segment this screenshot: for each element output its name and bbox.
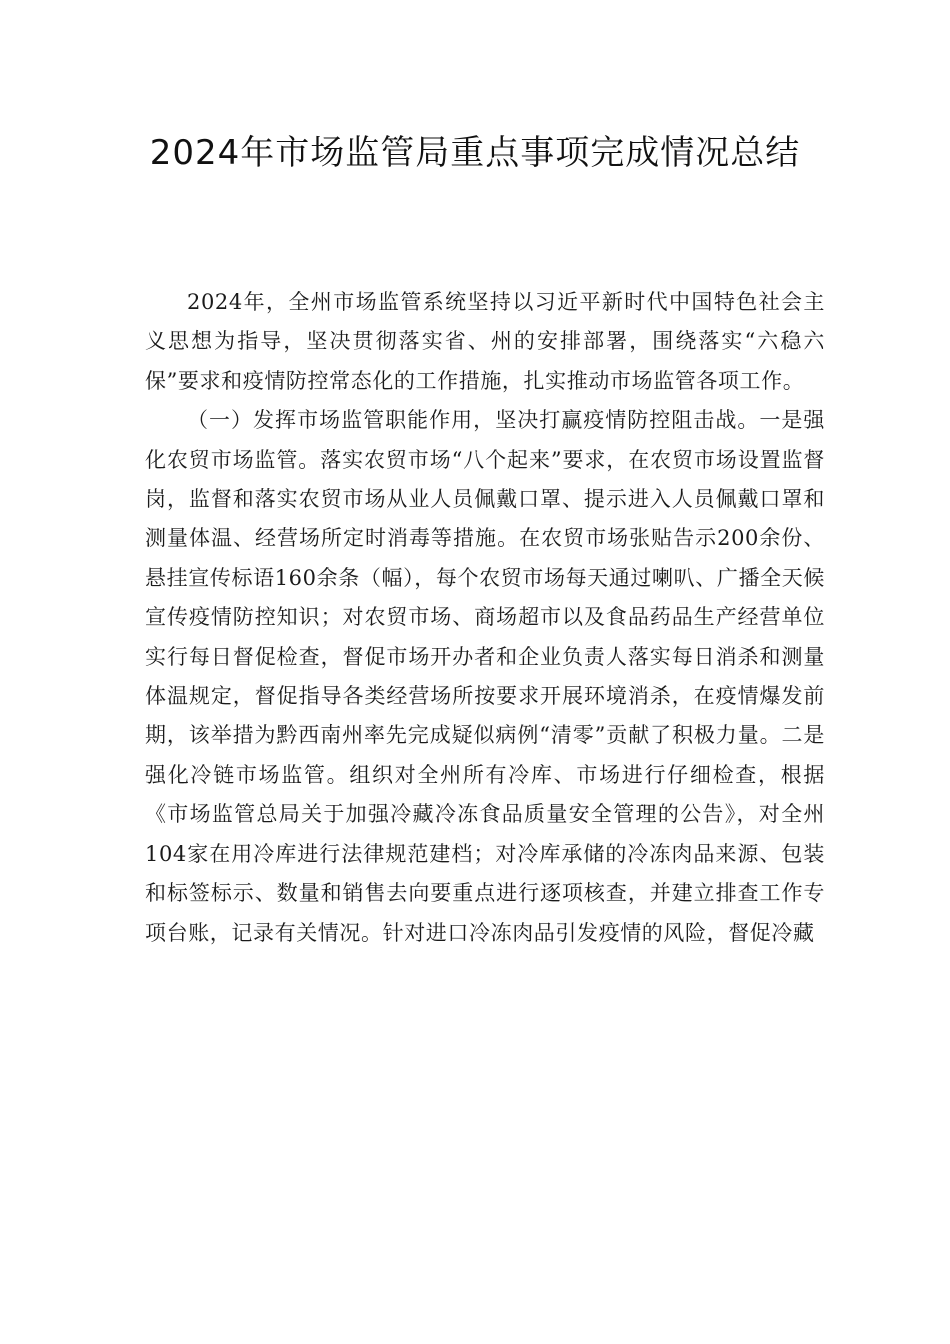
paragraph-intro: 2024年，全州市场监管系统坚持以习近平新时代中国特色社会主义思想为指导，坚决贯彻落实省、州的安排部署，围绕落实“六稳六保”要求和疫情防控常态化的工作措施，扎实推动市场监管各项工作。 — [145, 290, 825, 393]
document-title: 2024年市场监管局重点事项完成情况总结 — [149, 133, 801, 173]
document-body — [145, 283, 825, 953]
paragraph-section-1: （一）发挥市场监管职能作用，坚决打赢疫情防控阻击战。一是强化农贸市场监管。落实农贸市场“八个起来”要求，在农贸市场设置监督岗，监督和落实农贸市场从业人员佩戴口罩、提示进入人员佩戴口罩和测量体温、经营场所定时消毒等措施。在农贸市场张贴告示200余份、悬挂宣传标语160余条（幅），每个农贸市场每天通过喇叭、广播全天候宣传疫情防控知识；对农贸市场、商场超市以及食品药品生产经营单位实行每日督促检查，督促市场开办者和企业负责人落实每日消杀和测量体温规定，督促指导各类经营场所按要求开展环境消杀，在疫情爆发前期，该举措为黔西南州率先完成疑似病例“清零”贡献了积极力量。二是强化冷链市场监管。组织对全州所有冷库、市场进行仔细检查，根据《市场监管总局关于加强冷藏冷冻食品质量安全管理的公告》，对全州104家在用冷库进行法律规范建档；对冷库承储的冷冻肉品来源、包装和标签标示、数量和销售去向要重点进行逐项核查，并建立排查工作专项台账，记录有关情况。针对进口冷冻肉品引发疫情的风险，督促冷藏 — [145, 408, 825, 945]
